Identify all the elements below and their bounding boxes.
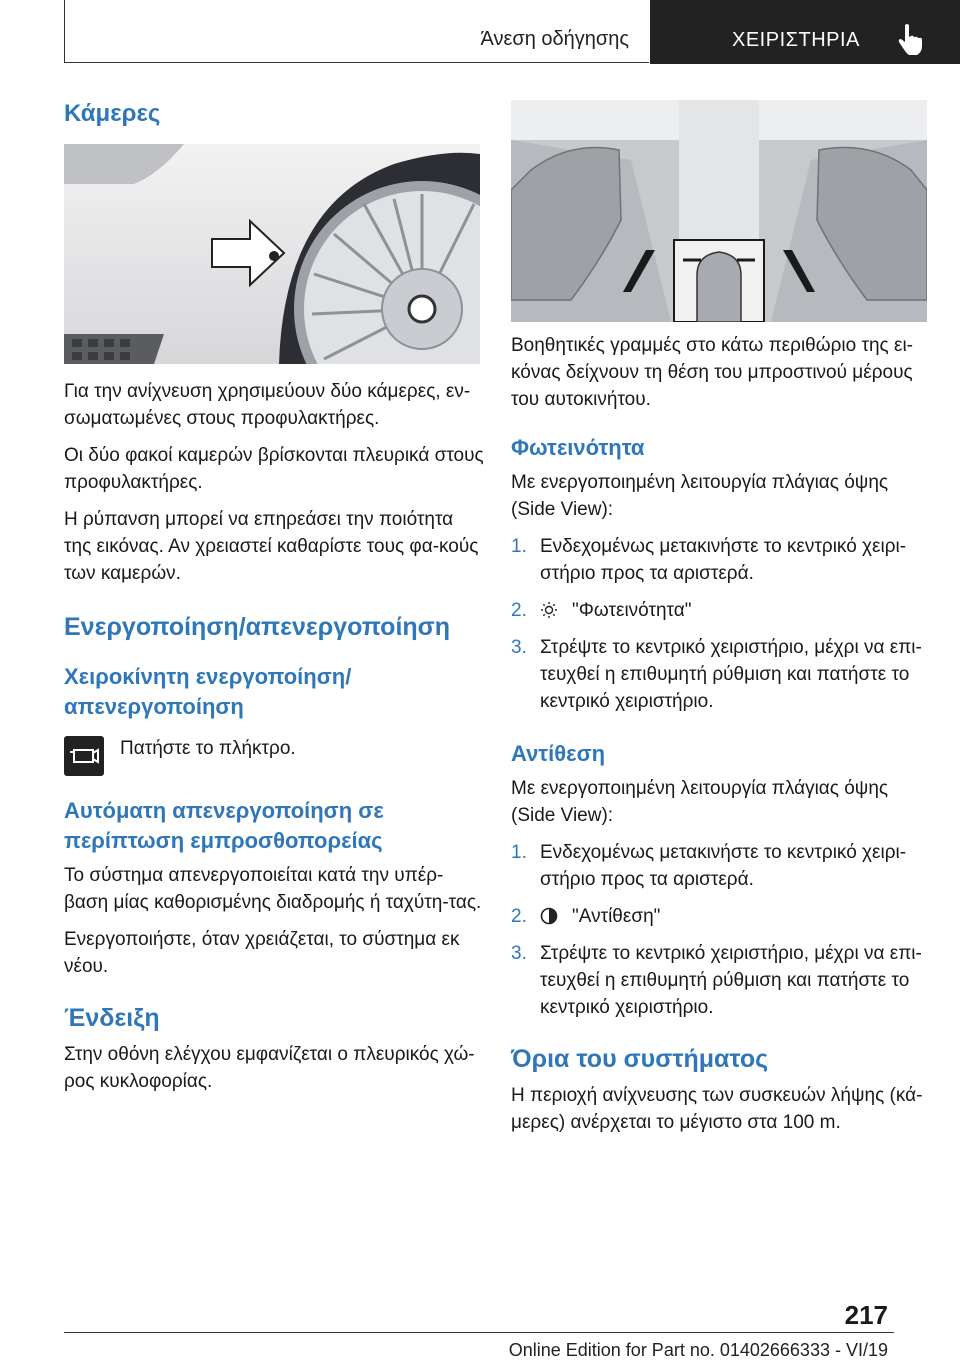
edition-note: Online Edition for Part no. 01402666333 - VI/19 bbox=[508, 1340, 888, 1360]
heading-auto-deactivation: Αυτόματη απενεργοποίηση σε περίπτωση εμπροσθοπορείας bbox=[64, 798, 384, 853]
heading-brightness: Φωτεινότητα bbox=[511, 435, 645, 460]
header-chapter-title: ΧΕΙΡΙΣΤΗΡΙΑ bbox=[732, 29, 860, 51]
heading-manual-activation: Χειροκίνητη ενεργοποίηση/απενεργοποίηση bbox=[64, 664, 352, 719]
screen-caption: Βοηθητικές γραμμές στο κάτω περιθώριο της ει-κόνας δείχνουν τη θέση του μπροστινού μέρους του αυτοκινήτου. bbox=[511, 335, 913, 410]
contrast-icon bbox=[540, 907, 558, 925]
auto-paragraph-2: Ενεργοποιήστε, όταν χρειάζεται, το σύστημα εκ νέου. bbox=[64, 929, 460, 977]
brightness-steps bbox=[511, 533, 931, 715]
contrast-steps bbox=[511, 839, 931, 1021]
cameras-paragraph-2: Οι δύο φακοί καμερών βρίσκονται πλευρικά στους προφυλακτήρες. bbox=[64, 445, 484, 493]
heading-display: Ένδειξη bbox=[64, 1004, 160, 1032]
press-button-instruction: Πατήστε το πλήκτρο. bbox=[120, 738, 296, 759]
side-view-screen-illustration bbox=[511, 100, 927, 322]
page-footer bbox=[64, 1300, 894, 1362]
side-view-camera-button-icon[interactable] bbox=[64, 736, 104, 776]
brightness-step-1: 1. Ενδεχομένως μετακινήστε το κεντρικό χειρι-στήριο προς τα αριστερά. bbox=[511, 536, 907, 584]
contrast-intro: Με ενεργοποιημένη λειτουργία πλάγιας όψης (Side View): bbox=[511, 778, 889, 826]
sun-brightness-icon bbox=[540, 601, 558, 619]
display-paragraph-1: Στην οθόνη ελέγχου εμφανίζεται ο πλευρικός χώ-ρος κυκλοφορίας. bbox=[64, 1044, 475, 1092]
heading-activation: Ενεργοποίηση/απενεργοποίηση bbox=[64, 613, 451, 641]
contrast-step-2: 2. "Αντίθεση" bbox=[511, 906, 661, 927]
camera-icon bbox=[64, 736, 104, 776]
page-header bbox=[64, 0, 960, 64]
brightness-intro: Με ενεργοποιημένη λειτουργία πλάγιας όψης (Side View): bbox=[511, 472, 889, 520]
heading-system-limits: Όρια του συστήματος bbox=[511, 1045, 769, 1073]
header-chapter-box bbox=[650, 0, 960, 64]
footer-divider bbox=[64, 1332, 894, 1333]
side-view-button-row bbox=[64, 736, 484, 782]
left-column bbox=[64, 100, 484, 1095]
brightness-step-2: 2. "Φωτεινότητα" bbox=[511, 600, 692, 621]
contrast-step-1: 1. Ενδεχομένως μετακινήστε το κεντρικό χειρι-στήριο προς τα αριστερά. bbox=[511, 842, 907, 890]
brightness-step-3: 3. Στρέψτε το κεντρικό χειριστήριο, μέχρι να επι-τευχθεί η επιθυμητή ρύθμιση και πατήστε το κεντρικό χειριστήριο. bbox=[511, 637, 922, 712]
heading-cameras: Κάμερες bbox=[64, 100, 161, 127]
contrast-step-3: 3. Στρέψτε το κεντρικό χειριστήριο, μέχρι να επι-τευχθεί η επιθυμητή ρύθμιση και πατήστε το κεντρικό χειριστήριο. bbox=[511, 943, 922, 1018]
limits-paragraph: Η περιοχή ανίχνευσης των συσκευών λήψης (κά-μερες) ανέρχεται το μέγιστο στα 100 m. bbox=[511, 1085, 923, 1133]
pointing-hand-icon bbox=[896, 22, 926, 56]
cameras-paragraph-1: Για την ανίχνευση χρησιμεύουν δύο κάμερες, εν-σωματωμένες στους προφυλακτήρες. bbox=[64, 381, 471, 429]
page-number: 217 bbox=[844, 1300, 888, 1330]
cameras-paragraph-3: Η ρύπανση μπορεί να επηρεάσει την ποιότητα της εικόνας. Αν χρειαστεί καθαρίστε τους φα-κούς των καμερών. bbox=[64, 509, 479, 584]
camera-bumper-photo bbox=[64, 144, 480, 364]
camera-bumper-illustration bbox=[64, 144, 480, 364]
header-section-title: Άνεση οδήγησης bbox=[480, 28, 629, 50]
side-view-screen-photo bbox=[511, 100, 927, 322]
heading-contrast: Αντίθεση bbox=[511, 741, 606, 766]
header-section-box bbox=[64, 0, 649, 63]
auto-paragraph-1: Το σύστημα απενεργοποιείται κατά την υπέρ-βαση μίας καθορισμένης διαδρομής ή ταχύτη-τας. bbox=[64, 865, 482, 913]
right-column bbox=[511, 100, 931, 1136]
